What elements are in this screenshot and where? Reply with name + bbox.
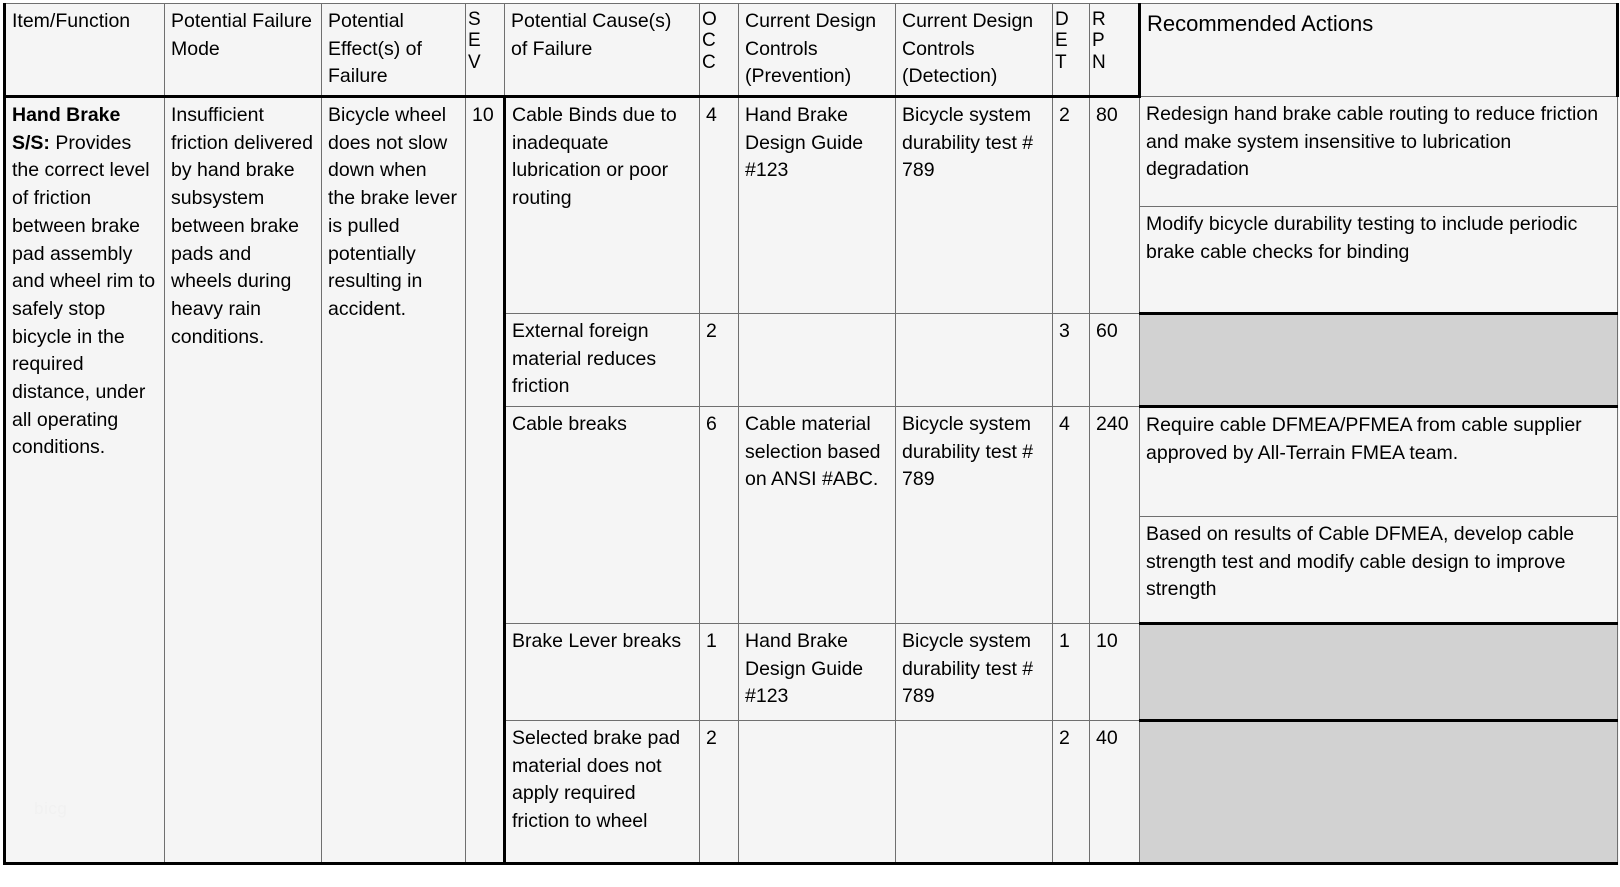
watermark: bicg xyxy=(34,799,68,818)
cell-detection xyxy=(896,721,1053,864)
cell-recommended-action: Redesign hand brake cable routing to reduce friction and make system insensitive to lubrication degradation xyxy=(1140,97,1618,207)
rpn-letter-2: P xyxy=(1092,30,1105,52)
cell-prevention xyxy=(739,721,896,864)
column-header-sev xyxy=(466,4,505,97)
cell-detection: Bicycle system durability test # 789 xyxy=(896,407,1053,624)
cell-effect: Bicycle wheel does not slow down when the brake lever is pulled potentially resulting in accident. xyxy=(322,97,466,864)
header-line-1: Potential Cause(s) xyxy=(511,10,672,32)
header-line-1: Current Design xyxy=(745,10,877,32)
cell-detection: Bicycle system durability test # 789 xyxy=(896,624,1053,721)
column-header-controls-prevention xyxy=(739,4,896,97)
cell-cause: External foreign material reduces friction xyxy=(505,314,700,407)
cell-sev: 10 xyxy=(466,97,505,864)
item-function-text: Provides the correct level of friction between brake pad assembly and wheel rim to safely stop bicycle in the required distance, under all operating conditions. xyxy=(12,131,156,459)
cell-det: 1 xyxy=(1053,624,1090,721)
cell-rpn: 60 xyxy=(1090,314,1140,407)
cell-failure-mode: Insufficient friction delivered by hand brake subsystem between brake pads and wheels during heavy rain conditions. xyxy=(165,97,322,864)
cell-recommended-action-empty xyxy=(1140,314,1618,407)
column-header-controls-detection xyxy=(896,4,1053,97)
sev-letter-3: V xyxy=(468,51,481,73)
occ-letter-3: C xyxy=(702,51,716,73)
table-row xyxy=(5,97,1618,207)
column-header-rpn xyxy=(1090,4,1140,97)
column-header-causes xyxy=(505,4,700,97)
cell-det: 4 xyxy=(1053,407,1090,624)
column-header-occ xyxy=(700,4,739,97)
column-header-item-function: Item/Function xyxy=(5,4,165,97)
header-line-2: Controls xyxy=(745,37,818,60)
cell-occ: 4 xyxy=(700,97,739,314)
cell-rpn: 10 xyxy=(1090,624,1140,721)
cell-detection: Bicycle system durability test # 789 xyxy=(896,97,1053,314)
cell-recommended-action-empty xyxy=(1140,624,1618,721)
cell-cause: Selected brake pad material does not apply required friction to wheel xyxy=(505,721,700,864)
det-letter-3: T xyxy=(1055,51,1067,73)
cell-det: 3 xyxy=(1053,314,1090,407)
header-line-1: Current Design xyxy=(902,10,1034,32)
occ-letter-1: O xyxy=(702,9,717,30)
cell-rpn: 40 xyxy=(1090,721,1140,864)
occ-letter-2: C xyxy=(702,30,716,52)
det-letter-2: E xyxy=(1055,30,1068,52)
cell-occ: 6 xyxy=(700,407,739,624)
cell-rpn: 240 xyxy=(1090,407,1140,624)
header-line-3: (Prevention) xyxy=(745,65,852,88)
cell-recommended-action: Require cable DFMEA/PFMEA from cable supplier approved by All-Terrain FMEA team. xyxy=(1140,407,1618,517)
cell-prevention: Hand Brake Design Guide #123 xyxy=(739,624,896,721)
cell-prevention xyxy=(739,314,896,407)
sev-letter-1: S xyxy=(468,9,481,30)
cell-recommended-action: Based on results of Cable DFMEA, develop cable strength test and modify cable design to improve strength xyxy=(1140,517,1618,624)
table-header xyxy=(5,4,1618,97)
header-line-2: Controls xyxy=(902,37,975,60)
cell-rpn: 80 xyxy=(1090,97,1140,314)
column-header-recommended-actions: Recommended Actions xyxy=(1140,4,1618,97)
header-line-3: (Detection) xyxy=(902,65,998,88)
cell-recommended-action: Modify bicycle durability testing to include periodic brake cable checks for binding xyxy=(1140,207,1618,314)
cell-cause: Cable breaks xyxy=(505,407,700,624)
det-letter-1: D xyxy=(1055,9,1069,30)
column-header-failure-mode xyxy=(165,4,322,97)
column-header-effects xyxy=(322,4,466,97)
cell-cause: Cable Binds due to inadequate lubrication or poor routing xyxy=(505,97,700,314)
header-row xyxy=(5,4,1618,97)
rpn-letter-1: R xyxy=(1092,9,1106,30)
header-line-3: Failure xyxy=(328,65,388,88)
header-line-2: of Failure xyxy=(511,37,593,60)
fmea-table xyxy=(3,3,1619,865)
column-header-det xyxy=(1053,4,1090,97)
sev-letter-2: E xyxy=(468,30,481,52)
cell-occ: 1 xyxy=(700,624,739,721)
header-line-1: Potential xyxy=(328,10,404,32)
header-line-1: Potential Failure xyxy=(171,10,312,32)
header-line-2: Effect(s) of xyxy=(328,37,422,60)
cell-item-function xyxy=(5,97,165,864)
table-body xyxy=(5,97,1618,864)
fmea-worksheet xyxy=(0,3,1620,887)
cell-det: 2 xyxy=(1053,97,1090,314)
cell-prevention: Hand Brake Design Guide #123 xyxy=(739,97,896,314)
cell-cause: Brake Lever breaks xyxy=(505,624,700,721)
cell-prevention: Cable material selection based on ANSI #ABC. xyxy=(739,407,896,624)
cell-detection xyxy=(896,314,1053,407)
cell-occ: 2 xyxy=(700,721,739,864)
cell-occ: 2 xyxy=(700,314,739,407)
cell-recommended-action-empty xyxy=(1140,721,1618,864)
cell-det: 2 xyxy=(1053,721,1090,864)
rpn-letter-3: N xyxy=(1092,51,1106,73)
item-function-bold-prefix: Hand Brake S/S: xyxy=(12,104,121,154)
header-line-2: Mode xyxy=(171,37,220,60)
